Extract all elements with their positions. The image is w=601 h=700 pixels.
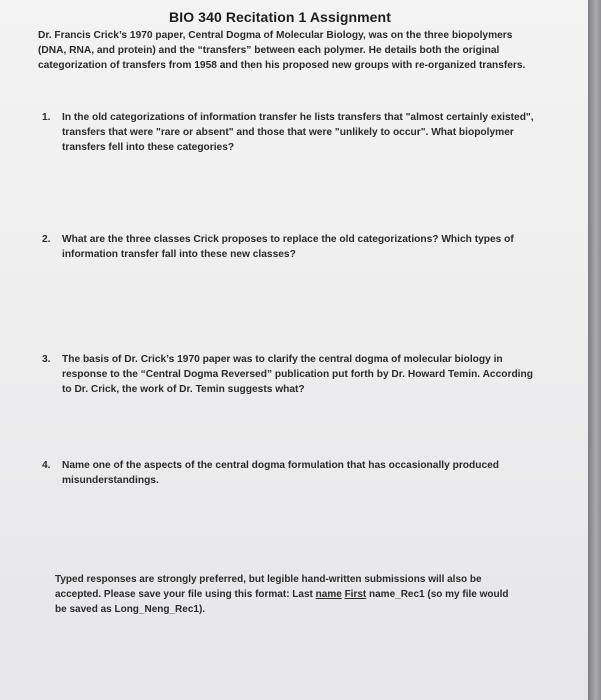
question-3: [42, 352, 537, 397]
question-text: The basis of Dr. Crick’s 1970 paper was to clarify the central dogma of molecular biology in response to the “Central Dogma Reversed” publication put forth by Dr. Howard Temin. According to Dr. Crick, the work of Dr. Temin suggests what?: [62, 354, 533, 395]
question-2: [42, 232, 537, 262]
underlined-name: name: [315, 589, 342, 600]
question-number: 4.: [42, 460, 51, 471]
underlined-first: First: [344, 589, 367, 600]
question-text: Name one of the aspects of the central dogma formulation that has occasionally produced misunderstandings.: [62, 460, 500, 486]
desk-edge: [588, 0, 601, 700]
intro-paragraph: Dr. Francis Crick’s 1970 paper, Central Dogma of Molecular Biology, was on the three biopolymers (DNA, RNA, and protein) and the “transfers” between each polymer. He details both the original categorization of transfers from 1958 and then his proposed new groups with re-organized transfers.: [38, 30, 526, 71]
question-text: In the old categorizations of information transfer he lists transfers that "almost certainly existed", transfers that were "rare or absent" and those that were "unlikely to occur". What biopolymer transfers fell into these categories?: [62, 112, 534, 153]
document-title: BIO 340 Recitation 1 Assignment: [169, 9, 391, 25]
question-text: What are the three classes Crick proposes to replace the old categorizations? Which types of information transfer fall into these new classes?: [62, 234, 514, 260]
submission-note-text: Typed responses are strongly preferred, but legible hand-written submissions will also be accepted. Please save your file using this format: Last: [55, 574, 482, 600]
submission-note-text-end: name_Rec1 (so my file would be saved as Long_Neng_Rec1).: [55, 589, 509, 615]
question-1: [42, 110, 537, 155]
question-number: 2.: [42, 234, 51, 245]
question-number: 1.: [42, 112, 51, 123]
question-4: [42, 458, 537, 488]
submission-note: [55, 572, 515, 617]
question-number: 3.: [42, 354, 51, 365]
